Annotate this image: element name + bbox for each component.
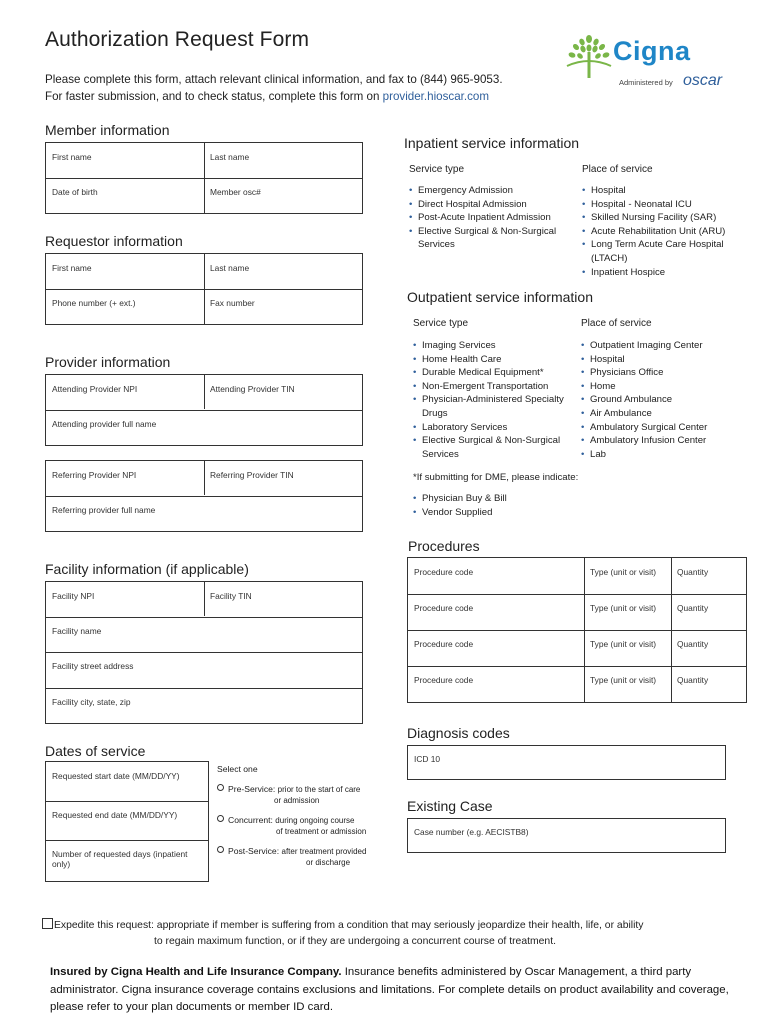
requestor-last-name-field[interactable]: Last name: [210, 263, 250, 273]
procedure-quantity-field[interactable]: Quantity: [677, 567, 709, 577]
requested-days-field[interactable]: Number of requested days (inpatient only): [52, 849, 188, 869]
attending-npi-field[interactable]: Attending Provider NPI: [52, 384, 138, 394]
facility-name-field[interactable]: Facility name: [52, 626, 102, 636]
provider-info-heading: Provider information: [45, 354, 171, 370]
requestor-info-table: [45, 253, 363, 325]
post-service-desc-2: or discharge: [306, 858, 351, 867]
procedures-heading: Procedures: [408, 538, 480, 554]
outpatient-place-list: [581, 339, 731, 461]
outpatient-place-item: • Ambulatory Infusion Center: [581, 434, 731, 448]
member-last-name-field[interactable]: Last name: [210, 152, 250, 162]
member-dob-field[interactable]: Date of birth: [52, 187, 98, 197]
requested-end-date-field[interactable]: Requested end date (MM/DD/YY): [52, 810, 178, 820]
outpatient-service-type-item: • Non-Emergent Transportation: [413, 380, 573, 394]
outpatient-service-type-item: • Elective Surgical & Non-Surgical Services: [413, 434, 573, 461]
outpatient-place-item: • Air Ambulance: [581, 407, 731, 421]
inpatient-place-item: • Hospital - Neonatal ICU: [582, 198, 732, 212]
intro-line-2: [45, 88, 503, 105]
inpatient-place-label: Place of service: [582, 164, 653, 175]
intro-text: [45, 71, 503, 105]
member-info-heading: Member information: [45, 122, 170, 138]
inpatient-place-item: • Skilled Nursing Facility (SAR): [582, 211, 732, 225]
footer-disclaimer: [50, 964, 730, 1017]
pre-service-label: Pre-Service:: [228, 784, 276, 794]
facility-city-field[interactable]: Facility city, state, zip: [52, 697, 131, 707]
procedures-table: [407, 557, 747, 703]
attending-full-name-field[interactable]: Attending provider full name: [52, 419, 157, 429]
dme-option-list: [413, 492, 563, 519]
requestor-fax-field[interactable]: Fax number: [210, 298, 255, 308]
post-service-label: Post-Service:: [228, 846, 280, 856]
icd10-field[interactable]: ICD 10: [414, 754, 441, 764]
procedure-type-field[interactable]: Type (unit or visit): [590, 603, 657, 613]
inpatient-service-type-item: • Elective Surgical & Non-Surgical Services: [409, 225, 569, 252]
outpatient-service-type-item: • Home Health Care: [413, 353, 573, 367]
oscar-wordmark: oscar: [683, 72, 723, 89]
concurrent-option[interactable]: [217, 815, 366, 837]
page-title: Authorization Request Form: [45, 28, 310, 51]
facility-tin-field[interactable]: Facility TIN: [210, 591, 252, 601]
outpatient-place-item: • Home: [581, 380, 731, 394]
referring-npi-field[interactable]: Referring Provider NPI: [52, 470, 137, 480]
diagnosis-table: [407, 745, 726, 780]
dme-option-item: • Physician Buy & Bill: [413, 492, 563, 506]
inpatient-service-type-item: • Direct Hospital Admission: [409, 198, 569, 212]
attending-tin-field[interactable]: Attending Provider TIN: [210, 384, 295, 394]
cigna-wordmark: Cigna: [613, 36, 691, 66]
outpatient-place-item: • Physicians Office: [581, 366, 731, 380]
outpatient-heading: Outpatient service information: [407, 289, 593, 305]
procedure-quantity-field[interactable]: Quantity: [677, 603, 709, 613]
outpatient-place-item: • Hospital: [581, 353, 731, 367]
inpatient-place-item: • Hospital: [582, 184, 732, 198]
outpatient-service-type-list: [413, 339, 573, 461]
outpatient-service-type-item: • Imaging Services: [413, 339, 573, 353]
member-first-name-field[interactable]: First name: [52, 152, 92, 162]
procedure-quantity-field[interactable]: Quantity: [677, 639, 709, 649]
existing-case-heading: Existing Case: [407, 798, 493, 814]
expedite-checkbox[interactable]: [42, 918, 53, 929]
outpatient-place-item: • Ambulatory Surgical Center: [581, 421, 731, 435]
referring-provider-table: [45, 460, 363, 532]
facility-street-field[interactable]: Facility street address: [52, 661, 134, 671]
concurrent-label: Concurrent:: [228, 815, 273, 825]
dates-of-service-heading: Dates of service: [45, 743, 146, 759]
procedure-quantity-field[interactable]: Quantity: [677, 675, 709, 685]
procedure-code-field[interactable]: Procedure code: [414, 675, 474, 685]
inpatient-service-type-item: • Emergency Admission: [409, 184, 569, 198]
procedure-code-field[interactable]: Procedure code: [414, 603, 474, 613]
intro-line-2-prefix: For faster submission, and to check status, complete this form on: [45, 90, 383, 103]
post-service-desc-1: after treatment provided: [281, 847, 367, 856]
inpatient-place-item: • Long Term Acute Care Hospital (LTACH): [582, 238, 732, 265]
outpatient-service-type-label: Service type: [413, 318, 469, 329]
expedite-text-2: to regain maximum function, or if they are undergoing a concurrent course of treatment.: [154, 936, 556, 947]
pre-service-desc-2: or admission: [274, 796, 320, 805]
outpatient-place-label: Place of service: [581, 318, 652, 329]
expedite-text-1: Expedite this request: appropriate if member is suffering from a condition that may seriously jeopardize their health, life, or ability: [54, 920, 644, 931]
dme-option-item: • Vendor Supplied: [413, 506, 563, 520]
inpatient-place-item: • Acute Rehabilitation Unit (ARU): [582, 225, 732, 239]
cigna-oscar-logo: [563, 34, 738, 94]
member-info-table: [45, 142, 363, 214]
inpatient-service-type-item: • Post-Acute Inpatient Admission: [409, 211, 569, 225]
concurrent-desc-2: of treatment or admission: [276, 827, 367, 836]
facility-info-table: [45, 581, 363, 724]
dme-note: *If submitting for DME, please indicate:: [413, 472, 579, 483]
outpatient-place-item: • Outpatient Imaging Center: [581, 339, 731, 353]
outpatient-service-type-item: • Durable Medical Equipment*: [413, 366, 573, 380]
radio-circle-icon[interactable]: [217, 784, 224, 791]
procedure-type-field[interactable]: Type (unit or visit): [590, 675, 657, 685]
procedure-type-field[interactable]: Type (unit or visit): [590, 639, 657, 649]
procedure-code-field[interactable]: Procedure code: [414, 639, 474, 649]
administered-by-label: Administered by: [619, 78, 673, 87]
outpatient-place-item: • Lab: [581, 448, 731, 462]
footer-text: Insurance benefits administered by Oscar Management, a third party administrator. Cigna insurance coverage contains exclusions and limitations. For complete details on product availability and coverage, please refer to your plan documents or member ID card.: [50, 966, 729, 1013]
facility-info-heading: Facility information (if applicable): [45, 561, 249, 577]
requestor-phone-field[interactable]: Phone number (+ ext.): [52, 298, 136, 308]
inpatient-service-type-list: [409, 184, 569, 252]
referring-tin-field[interactable]: Referring Provider TIN: [210, 470, 294, 480]
expedite-line-1: [42, 918, 732, 934]
attending-provider-table: [45, 374, 363, 446]
outpatient-service-type-item: • Laboratory Services: [413, 421, 573, 435]
outpatient-place-item: • Ground Ambulance: [581, 393, 731, 407]
existing-case-table: [407, 818, 726, 853]
outpatient-service-type-item: • Physician-Administered Specialty Drugs: [413, 393, 573, 420]
diagnosis-heading: Diagnosis codes: [407, 725, 510, 741]
requested-start-date-field[interactable]: Requested start date (MM/DD/YY): [52, 771, 180, 781]
procedure-type-field[interactable]: Type (unit or visit): [590, 567, 657, 577]
referring-full-name-field[interactable]: Referring provider full name: [52, 505, 156, 515]
requestor-info-heading: Requestor information: [45, 233, 183, 249]
pre-service-desc-1: prior to the start of care: [277, 785, 361, 794]
footer-bold-text: Insured by Cigna Health and Life Insurance Company.: [50, 966, 342, 978]
cigna-tree-icon: [563, 34, 615, 80]
pre-service-option[interactable]: [217, 784, 360, 806]
requestor-first-name-field[interactable]: First name: [52, 263, 92, 273]
inpatient-service-type-label: Service type: [409, 164, 465, 175]
select-one-label: Select one: [217, 764, 258, 774]
facility-npi-field[interactable]: Facility NPI: [52, 591, 95, 601]
procedure-code-field[interactable]: Procedure code: [414, 567, 474, 577]
post-service-option[interactable]: [217, 846, 366, 868]
dates-table: [45, 761, 209, 882]
case-number-field[interactable]: Case number (e.g. AECISTB8): [414, 827, 529, 837]
radio-circle-icon[interactable]: [217, 846, 224, 853]
inpatient-heading: Inpatient service information: [404, 135, 580, 151]
intro-line-1: Please complete this form, attach relevant clinical information, and fax to (844) 965-9053.: [45, 73, 503, 86]
inpatient-place-item: • Inpatient Hospice: [582, 266, 732, 280]
expedite-request: [42, 918, 732, 950]
concurrent-desc-1: during ongoing course: [275, 816, 355, 825]
member-id-field[interactable]: Member osc#: [210, 187, 261, 197]
radio-circle-icon[interactable]: [217, 815, 224, 822]
provider-portal-link[interactable]: provider.hioscar.com: [382, 90, 489, 103]
inpatient-place-list: [582, 184, 732, 279]
